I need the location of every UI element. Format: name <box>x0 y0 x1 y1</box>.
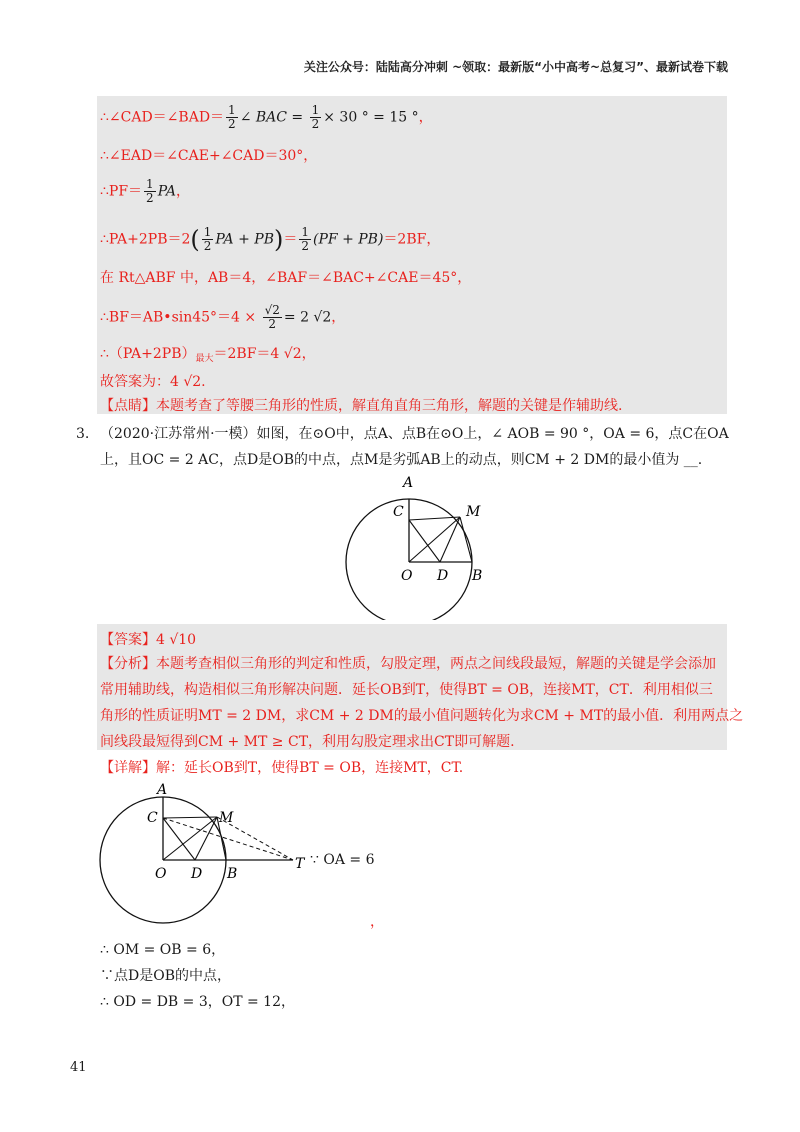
solution-line-6: ∴BF＝AB•sin45°＝4 × $\frac{√2}{2}$ = 2 √2， <box>100 303 346 331</box>
solution-line-9: 【点睛】本题考查了等腰三角形的性质，解直角直角三角形，解题的关键是作辅助线. <box>100 398 623 414</box>
solution-line-5: 在 Rt△ABF 中，AB＝4，∠BAF＝∠BAC+∠CAE＝45°， <box>100 270 472 286</box>
label-d-2: D <box>191 866 203 882</box>
figure2-side-text: ∵ OA = 6 <box>310 852 375 868</box>
label-a: A <box>403 475 414 491</box>
solution-line-7: $\therefore(PA+2PB)_{最大}=2BF=4$ √2， <box>100 346 316 364</box>
figure2-comma: ， <box>370 914 384 930</box>
solution-line-4: ∴PA+2PB＝2( $\frac{1}{2}$ PA + PB)＝ $\frac{1}{2}$ (PF + PB)＝2BF， <box>100 225 441 254</box>
page-number: 41 <box>70 1060 87 1075</box>
solution-line-3: ∴PF＝ $\frac{1}{2}$ PA， <box>100 177 190 205</box>
detail-line: 【详解】解：延长OB到T，使得BT = OB，连接MT，CT. <box>100 760 464 776</box>
label-d: D <box>437 568 449 584</box>
solution-line-1: ∴∠CAD＝∠BAD＝ $\frac{1}{2}$ ∠ BAC = $\frac{1}{2}$ × 30 ° = 15 °， <box>100 103 433 131</box>
label-m: M <box>466 504 481 520</box>
analysis-line-1: 【分析】本题考查相似三角形的判定和性质，勾股定理，两点之间线段最短，解题的关键是学会添加 <box>100 656 716 672</box>
label-o: O <box>401 568 413 584</box>
problem-text-line-2: 上，且OC = 2 AC，点D是OB的中点，点M是劣弧AB上的动点，则CM + 2 DM的最小值为 __. <box>100 452 703 468</box>
bottom-line-2: ∵点D是OB的中点， <box>100 968 231 984</box>
segment-cd <box>409 520 440 562</box>
problem-text-line-1: （2020·江苏常州·一模）如图，在⊙O中，点A、点B在⊙O上，∠ AOB = 90 °，OA = 6，点C在OA <box>100 426 729 442</box>
label-a-2: A <box>157 782 168 798</box>
answer-line: 【答案】4 √10 <box>100 632 197 648</box>
bottom-line-1: ∴ OM = OB = 6， <box>100 942 226 958</box>
analysis-line-2: 常用辅助线，构造相似三角形解决问题．延长OB到T，使得BT = OB，连接MT，CT．利用相似三 <box>100 682 713 698</box>
problem-number: 3. <box>76 426 90 442</box>
segment-cm-2 <box>163 817 217 818</box>
analysis-line-4: 间线段最短得到CM + MT ≥ CT，利用勾股定理求出CT即可解题. <box>100 734 515 750</box>
segment-dm-2 <box>195 817 217 860</box>
analysis-line-3: 角形的性质证明MT = 2 DM，求CM + 2 DM的最小值问题转化为求CM + MT的最小值．利用两点之 <box>100 708 744 724</box>
page-header: 关注公众号：陆陆高分冲刺 ~领取：最新版“小中高考~总复习”、最新试卷下载 <box>303 60 728 74</box>
geometry-figure-2 <box>97 782 327 924</box>
label-c: C <box>393 504 404 520</box>
segment-dm <box>440 517 460 562</box>
bottom-line-3: ∴ OD = DB = 3，OT = 12， <box>100 994 296 1010</box>
segment-mb <box>460 517 472 562</box>
label-b-2: B <box>227 866 238 882</box>
segment-cm <box>409 517 460 520</box>
solution-line-2: ∴∠EAD＝∠CAE+∠CAD＝30°， <box>100 148 318 164</box>
solution-line-8: 故答案为：4 √2. <box>100 374 206 390</box>
label-t: T <box>295 856 305 872</box>
label-m-2: M <box>219 810 234 826</box>
label-b: B <box>472 568 483 584</box>
geometry-figure-1 <box>330 470 500 620</box>
label-o-2: O <box>155 866 167 882</box>
label-c-2: C <box>147 810 158 826</box>
